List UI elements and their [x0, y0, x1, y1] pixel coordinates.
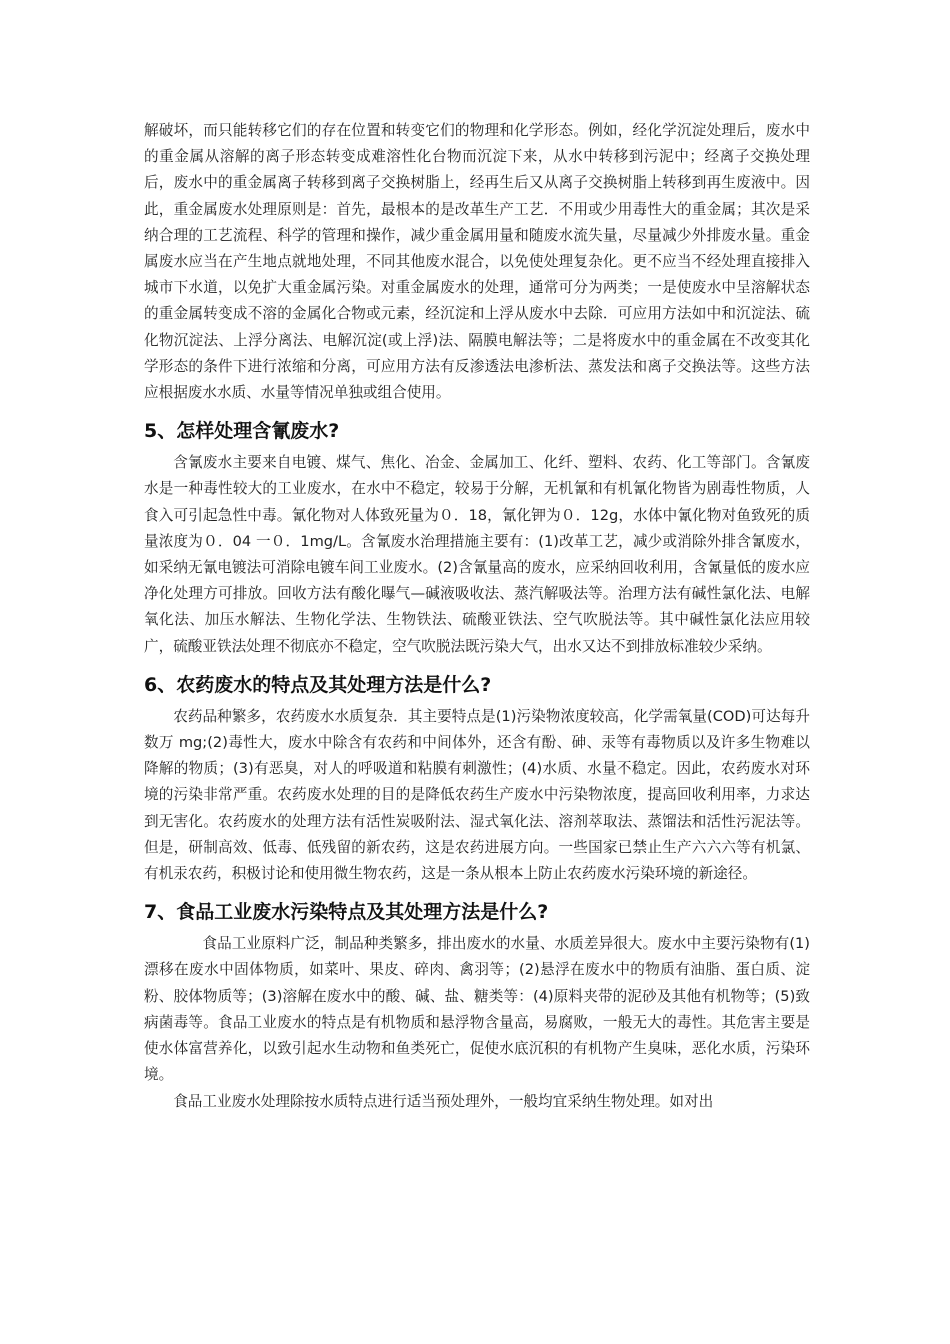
heading-food-industry-wastewater: 7、食品工业废水污染特点及其处理方法是什么? [144, 901, 549, 924]
paragraph-heavy-metal-continued: 解破坏，而只能转移它们的存在位置和转变它们的物理和化学形态。例如，经化学沉淀处理后，废水中的重金属从溶解的离子形态转变成难溶性化台物而沉淀下来，从水中转移到污泥中；经离子交换处理后，废水中的重金属离子转移到离子交换树脂上，经再生后又从离子交换树脂上转移到再生废液中。因此，重金属废水处理原则是：首先，最根本的是改革生产工艺．不用或少用毒性大的重金属；其次是采纳合理的工艺流程、科学的管理和操作，减少重金属用量和随废水流失量，尽量减少外排废水量。重金属废水应当在产生地点就地处理，不同其他废水混合，以免使处理复杂化。更不应当不经处理直接排入城市下水道，以免扩大重金属污染。对重金属废水的处理，通常可分为两类；一是使废水中呈溶解状态的重金属转变成不溶的金属化合物或元素，经沉淀和上浮从废水中去除．可应用方法如中和沉淀法、硫化物沉淀法、上浮分离法、电解沉淀(或上浮)法、隔膜电解法等；二是将废水中的重金属在不改变其化学形态的条件下进行浓缩和分离，可应用方法有反渗透法电渗析法、蒸发法和离子交换法等。这些方法应根据废水水质、水量等情况单独或组合使用。 [144, 122, 810, 402]
paragraph-cyanide-wastewater: 含氰废水主要来自电镀、煤气、焦化、冶金、金属加工、化纤、塑料、农药、化工等部门。含氰废水是一种毒性较大的工业废水，在水中不稳定，较易于分解，无机氰和有机氰化物皆为剧毒性物质，人食入可引起急性中毒。氰化物对人体致死量为０．18，氰化钾为０．12g，水体中氰化物对鱼致死的质量浓度为０．04 一０．1mg/L。含氰废水治理措施主要有：(1)改革工艺，减少或消除外排含氰废水，如采纳无氰电镀法可消除电镀车间工业废水。(2)含氰量高的废水，应采纳回收利用，含氰量低的废水应净化处理方可排放。回收方法有酸化曝气—碱液吸收法、蒸汽解吸法等。治理方法有碱性氯化法、电解氧化法、加压水解法、生物化学法、生物铁法、硫酸亚铁法、空气吹脱法等。其中碱性氯化法应用较广，硫酸亚铁法处理不彻底亦不稳定，空气吹脱法既污染大气，出水又达不到排放标准较少采纳。 [144, 454, 810, 655]
heading-cyanide-wastewater: 5、怎样处理含氰废水? [144, 420, 340, 443]
paragraph-pesticide-wastewater: 农药品种繁多，农药废水水质复杂．其主要特点是(1)污染物浓度较高，化学需氧量(COD)可达每升数万 mg;(2)毒性大，废水中除含有农药和中间体外，还含有酚、砷、汞等有毒物质以及许多生物难以降解的物质；(3)有恶臭，对人的呼吸道和粘膜有刺激性；(4)水质、水量不稳定。因此，农药废水对环境的污染非常严重。农药废水处理的目的是降低农药生产废水中污染物浓度，提高回收利用率，力求达到无害化。农药废水的处理方法有活性炭吸附法、湿式氧化法、溶剂萃取法、蒸馏法和活性污泥法等。但是，研制高效、低毒、低残留的新农药，这是农药进展方向。一些国家已禁止生产六六六等有机氯、有机汞农药，积极讨论和使用微生物农药，这是一条从根本上防止农药废水污染环境的新途径。 [144, 707, 810, 883]
heading-pesticide-wastewater: 6、农药废水的特点及其处理方法是什么? [144, 673, 492, 696]
paragraph-food-industry-treatment: 食品工业废水处理除按水质特点进行适当预处理外，一般均宜采纳生物处理。如对出 [173, 1092, 714, 1110]
paragraph-food-industry-pollutants: 食品工业原料广泛，制品种类繁多，排出废水的水量、水质差异很大。废水中主要污染物有(1)漂移在废水中固体物质，如菜叶、果皮、碎肉、禽羽等；(2)悬浮在废水中的物质有油脂、蛋白质、淀粉、胶体物质等；(3)溶解在废水中的酸、碱、盐、糖类等：(4)原料夹带的泥砂及其他有机物等；(5)致病菌毒等。食品工业废水的特点是有机物质和悬浮物含量高，易腐败，一般无大的毒性。其危害主要是使水体富营养化，以致引起水生动物和鱼类死亡，促使水底沉积的有机物产生臭味，恶化水质，污染环境。 [144, 935, 810, 1084]
